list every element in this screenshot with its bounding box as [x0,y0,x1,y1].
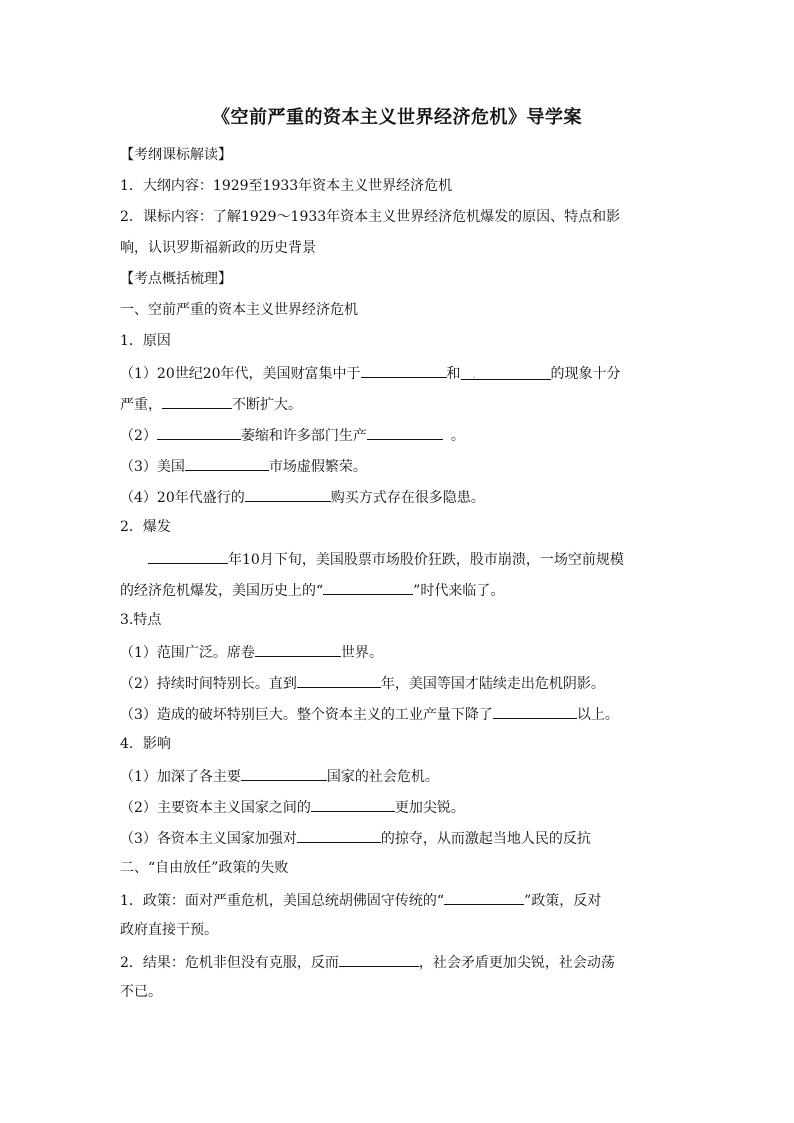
text: 的掠夺，从而激起当地人民的反抗 [380,831,591,847]
fill-blank[interactable] [157,424,241,440]
jieguo-line-2: 不已。 [120,984,162,1000]
fill-blank[interactable] [461,364,551,380]
yuanyin-item-3 [120,455,367,477]
text: （1）20世纪20年代，美国财富集中于 [120,366,361,382]
fill-blank[interactable] [148,548,228,564]
text: 1．政策：面对严重危机，美国总统胡佛固守传统的“ [120,893,445,909]
text: 年，美国等国才陆续走出危机阴影。 [380,676,605,692]
text: （2）持续时间特别长。直到 [120,676,297,692]
tedian-item-1 [120,641,383,663]
text: 世界。 [340,645,383,661]
text: （3）美国 [120,459,185,475]
fill-blank[interactable] [162,393,232,409]
text: ”政策，反对 [524,893,602,909]
fill-blank[interactable] [241,765,327,781]
text: 购买方式存在很多隐患。 [330,490,485,506]
tedian-item-2 [120,672,605,694]
text: 以上。 [576,707,619,723]
text: ”时代来临了。 [413,583,505,599]
fill-blank[interactable] [339,951,419,967]
text: （3）各资本主义国家加强对 [120,831,297,847]
text: （2） [120,428,157,444]
text: 2．结果：危机非但没有克服，反而 [120,955,339,971]
text: 市场虚假繁荣。 [268,459,367,475]
text: 的经济危机爆发，美国历史上的“ [120,583,324,599]
yuanyin-heading: 1．原因 [120,333,171,349]
text: 萎缩和许多部门生产 [240,428,367,444]
text: 国家的社会危机。 [326,769,439,785]
fill-blank[interactable] [255,641,341,657]
text: ，社会矛盾更加尖锐，社会动荡 [418,955,615,971]
text: 和 [446,366,461,382]
baofa-line-2 [120,579,504,601]
zhengce-line-1 [120,889,601,911]
text: （2）主要资本主义国家之间的 [120,800,311,816]
baofa-line-1 [120,548,624,570]
text: 的现象十分 [550,366,621,382]
text: （4）20年代盛行的 [120,490,245,506]
mark-dot: . [472,370,476,381]
text: （1）范围广泛。席卷 [120,645,255,661]
zhengce-line-2: 政府直接干预。 [120,922,218,938]
text: （1）加深了各主要 [120,769,241,785]
fill-blank[interactable] [311,796,395,812]
kaodian-heading: 【考点概括梳理】 [120,271,232,287]
kebiao-line-1: 2．课标内容：了解1929～1933年资本主义世界经济危机爆发的原因、特点和影 [120,209,621,225]
page-title: 《空前严重的资本主义世界经济危机》导学案 [212,107,582,128]
baofa-heading: 2．爆发 [120,519,171,535]
yingxiang-item-1 [120,765,439,787]
text: （3）造成的破坏特别巨大。整个资本主义的工业产量下降了 [120,707,493,723]
jieguo-line-1 [120,951,615,973]
yingxiang-item-2 [120,796,465,818]
yuanyin-item-1 [120,362,621,384]
kebiao-line-2: 响，认识罗斯福新政的历史背景 [120,240,316,256]
text: 。 [450,428,465,444]
tedian-item-3 [120,703,619,725]
text: 更加尖锐。 [394,800,465,816]
text: 严重， [120,397,162,413]
text: 年10月下旬，美国股票市场股价狂跌，股市崩溃，一场空前规模 [228,552,624,568]
fill-blank[interactable] [297,827,381,843]
dagang-line: 1．大纲内容：1929至1933年资本主义世界经济危机 [120,178,453,194]
yuanyin-item-4 [120,486,485,508]
fill-blank[interactable] [493,703,577,719]
fill-blank[interactable] [245,486,331,502]
part2-heading: 二、“自由放任”政策的失败 [120,860,289,876]
yingxiang-item-3 [120,827,591,849]
fill-blank[interactable] [323,579,413,595]
yuanyin-item-1-cont [120,393,302,415]
fill-blank[interactable] [185,455,269,471]
fill-blank[interactable] [367,424,443,440]
yuanyin-item-2 [120,424,465,446]
fill-blank[interactable] [444,889,524,905]
fill-blank[interactable] [361,362,447,378]
text: 不断扩大。 [232,397,302,413]
tedian-heading: 3.特点 [120,612,162,628]
fill-blank[interactable] [297,672,381,688]
part1-heading: 一、空前严重的资本主义世界经济危机 [120,302,358,318]
kaogang-heading: 【考纲课标解读】 [120,147,232,163]
yingxiang-heading: 4．影响 [120,736,171,752]
